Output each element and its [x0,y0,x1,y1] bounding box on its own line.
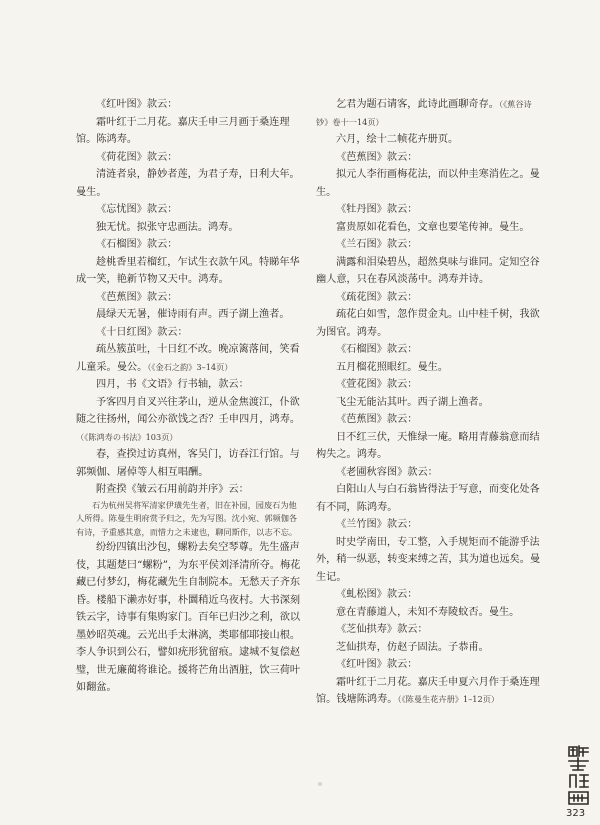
chronicle-entry [76,481,304,499]
inscription-text [316,481,544,516]
paragraph-text: 《虬松图》款云： [336,589,418,600]
seal-stamp [566,744,592,806]
paper-spot [318,782,322,786]
paragraph-text: 满露和泪染碧丛，超然臭味与谁同。定知空谷幽人意，只在春风淡荡中。鸿寿并诗。 [316,256,540,285]
paragraph-text: 《石榴图》款云： [96,239,178,250]
inscription-title [316,656,544,674]
inscription-title [76,149,304,167]
inscription-title [316,201,544,219]
paragraph-text: 《芭蕉图》款云： [336,414,418,425]
inscription-title [316,341,544,359]
paragraph-text: 《芝仙拱寿》款云： [336,624,428,635]
paragraph-text: 疏丛簇茧吐，十日红不改。晚凉篱落间，笑看儿童采。曼公。 [76,344,300,373]
inscription-text [316,534,544,587]
inscription-text [76,394,304,447]
inscription-title [316,586,544,604]
paragraph-text: 日不红三伏，天惟绿一庵。略用青藤翁意而结构失之。鸿寿。 [316,431,540,460]
paragraph-text: 五月榴花照眼红。曼生。 [336,361,449,373]
paragraph-text: 《牡丹图》款云： [336,204,418,215]
inscription-title [316,376,544,394]
inscription-text [76,539,304,697]
inscription-text [316,166,544,201]
inscription-text [76,166,304,201]
paragraph-text: 晨绿天无暑，催诗雨有声。西子湖上渔者。 [96,309,290,320]
inscription-title [76,201,304,219]
paragraph-text: 拟元人李衎画梅花法，而以仲圭寒消佐之。曼生。 [316,169,540,198]
inscription-text [76,219,304,237]
paragraph-text: 《荷花图》款云： [96,151,178,163]
chronicle-entry [76,376,304,394]
paragraph-text: 《忘忧图》款云： [96,204,178,215]
page-number: 323 [566,808,586,819]
paragraph-text: 独无忧。拟张守忠画法。鸿寿。 [96,221,239,233]
chronicle-entry [76,446,304,481]
inscription-text [76,254,304,289]
paragraph-text: 《芭蕉图》款云： [336,151,418,163]
paragraph-text: 予客四月自叉兴往茅山，逆从金焦渡江，仆欲随之往扬州，闻公亦欲饯之否？壬申四月，鸿寿。 [76,396,301,425]
paragraph-text: 芝仙拱寿，仿赵子固法。子恭甫。 [336,641,489,653]
inscription-title [316,516,544,534]
inscription-text [76,306,304,324]
inscription-text [316,429,544,464]
inscription-text [316,306,544,341]
paragraph-text: 六月，绘十二帧花卉册页。 [336,134,459,145]
inscription-text [316,604,544,622]
paragraph-text: 《兰竹图》款云： [336,519,418,530]
paragraph-text: 纷纷四镇出沙包，螺粉去矣空琴尊。先生盛声伎，其题楚曰“螺粉”，为东平侯刘泽清所夺。梅花藏已付梦幻，梅花藏先生自制院本。无愁天子齐东昏。楼船下濑赤好事，朴圜稍近乌夜村。大书深刻铁云字，诗事有集购家门。百年已归沙之利，欲以墨妙昭英魂。云光出手太淋漓，类耶郁耶接山根。李人争识到公石，譬如疣形犹留痕。逮城不复偿赵璧，世无廉蔺将谁论。援将芒角出酒脏，饮三荷叶如翻盆。 [76,542,301,694]
paragraph-text: 意在青藤道人，未知不寿陵蚊否。曼生。 [336,606,520,618]
preface-note [76,499,304,540]
inscription-text [316,254,544,289]
source-citation: （《陈曼生花卉册》1–12页） [397,694,500,704]
paragraph-text: 《萱花图》款云： [336,379,418,390]
paragraph-text: 飞尘无能沾其叶。西子湖上渔者。 [336,396,489,408]
chronicle-entry [316,131,544,149]
paragraph-text: 《兰石图》款云： [336,239,418,250]
paragraph-text: 白阳山人与白石翁皆得法于写意，而变化处各有不同，陈鸿寿。 [316,484,540,513]
left-column [76,96,304,697]
paragraph-text: 霜叶红于二月花。嘉庆壬申夏六月作于桑连理馆。钱塘陈鸿寿。 [316,676,540,705]
inscription-text [76,341,304,376]
right-column [316,96,544,709]
inscription-text [76,114,304,149]
inscription-title [76,289,304,307]
inscription-title [76,324,304,342]
paragraph-text: 乞君为题石请客，此诗此画聊奇存。 [336,99,499,110]
inscription-text [316,639,544,657]
inscription-text [316,96,544,131]
paragraph-text: 《芭蕉图》款云： [96,291,178,303]
source-citation: （《陈鸿寿の书法》103页） [76,431,178,442]
inscription-text [316,219,544,237]
inscription-title [76,236,304,254]
paragraph-text: 疏花白如雪，忽作贯金丸。山中桂千树，我欲为图官。鸿寿。 [316,309,540,338]
paragraph-text: 富贵原如花看色，文章也要笔传神。曼生。 [336,221,530,233]
paragraph-text: 附查揆《皱云石用前韵并序》云： [96,484,249,495]
paragraph-text: 霜叶红于二月花。嘉庆壬申三月画于桑连理馆。陈鸿寿。 [76,116,290,145]
source-citation: （《金石之韵》3–14页） [147,361,233,372]
paragraph-text: 清涟者泉，静妙者莲，为君子寿，日利大年。曼生。 [76,169,300,198]
paragraph-text: 《红叶图》款云： [336,659,418,670]
paragraph-text: 四月，书《文语》行书轴，款云： [96,379,249,390]
paragraph-text: 春，查揆过访真州，客吴门，访吞江行馆。与郭频伽、屠倬等人相互唱酬。 [76,449,300,478]
paragraph-text: 《石榴图》款云： [336,344,418,355]
inscription-text [316,359,544,377]
inscription-title [316,621,544,639]
paragraph-text: 《红叶图》款云： [96,99,178,110]
paragraph-text: 《老圃秋容图》款云： [336,466,438,478]
inscription-title [316,149,544,167]
paragraph-text: 趁桃香里若榴红，乍试生衣款午风。特睇年华成一笑，艳新节物又天中。鸿寿。 [76,256,300,285]
paragraph-text: 石为杭州吴将军清家伊璜先生者，旧在补园，园废石为他人所得。陈曼生明府赏予归之，先为写图。沈小宛、郭频伽各有诗，予重感其意，而惜力之未逮也，聊同斯作，以志不忘。 [76,499,298,537]
inscription-title [316,411,544,429]
inscription-title [316,236,544,254]
paragraph-text: 《疏花图》款云： [336,291,418,303]
source-citation: （《蕉谷诗钞》卷十一14页） [316,99,532,127]
inscription-title [316,289,544,307]
paragraph-text: 《十日红图》款云： [96,326,188,338]
inscription-text [316,394,544,412]
inscription-title [76,96,304,114]
inscription-text [316,674,544,709]
paragraph-text: 时史学南田，专工整，入手规矩而不能游乎法外，稍一纵恶，转变来缚之苦，其为道也远矣。曼生记。 [316,536,541,583]
inscription-title [316,464,544,482]
